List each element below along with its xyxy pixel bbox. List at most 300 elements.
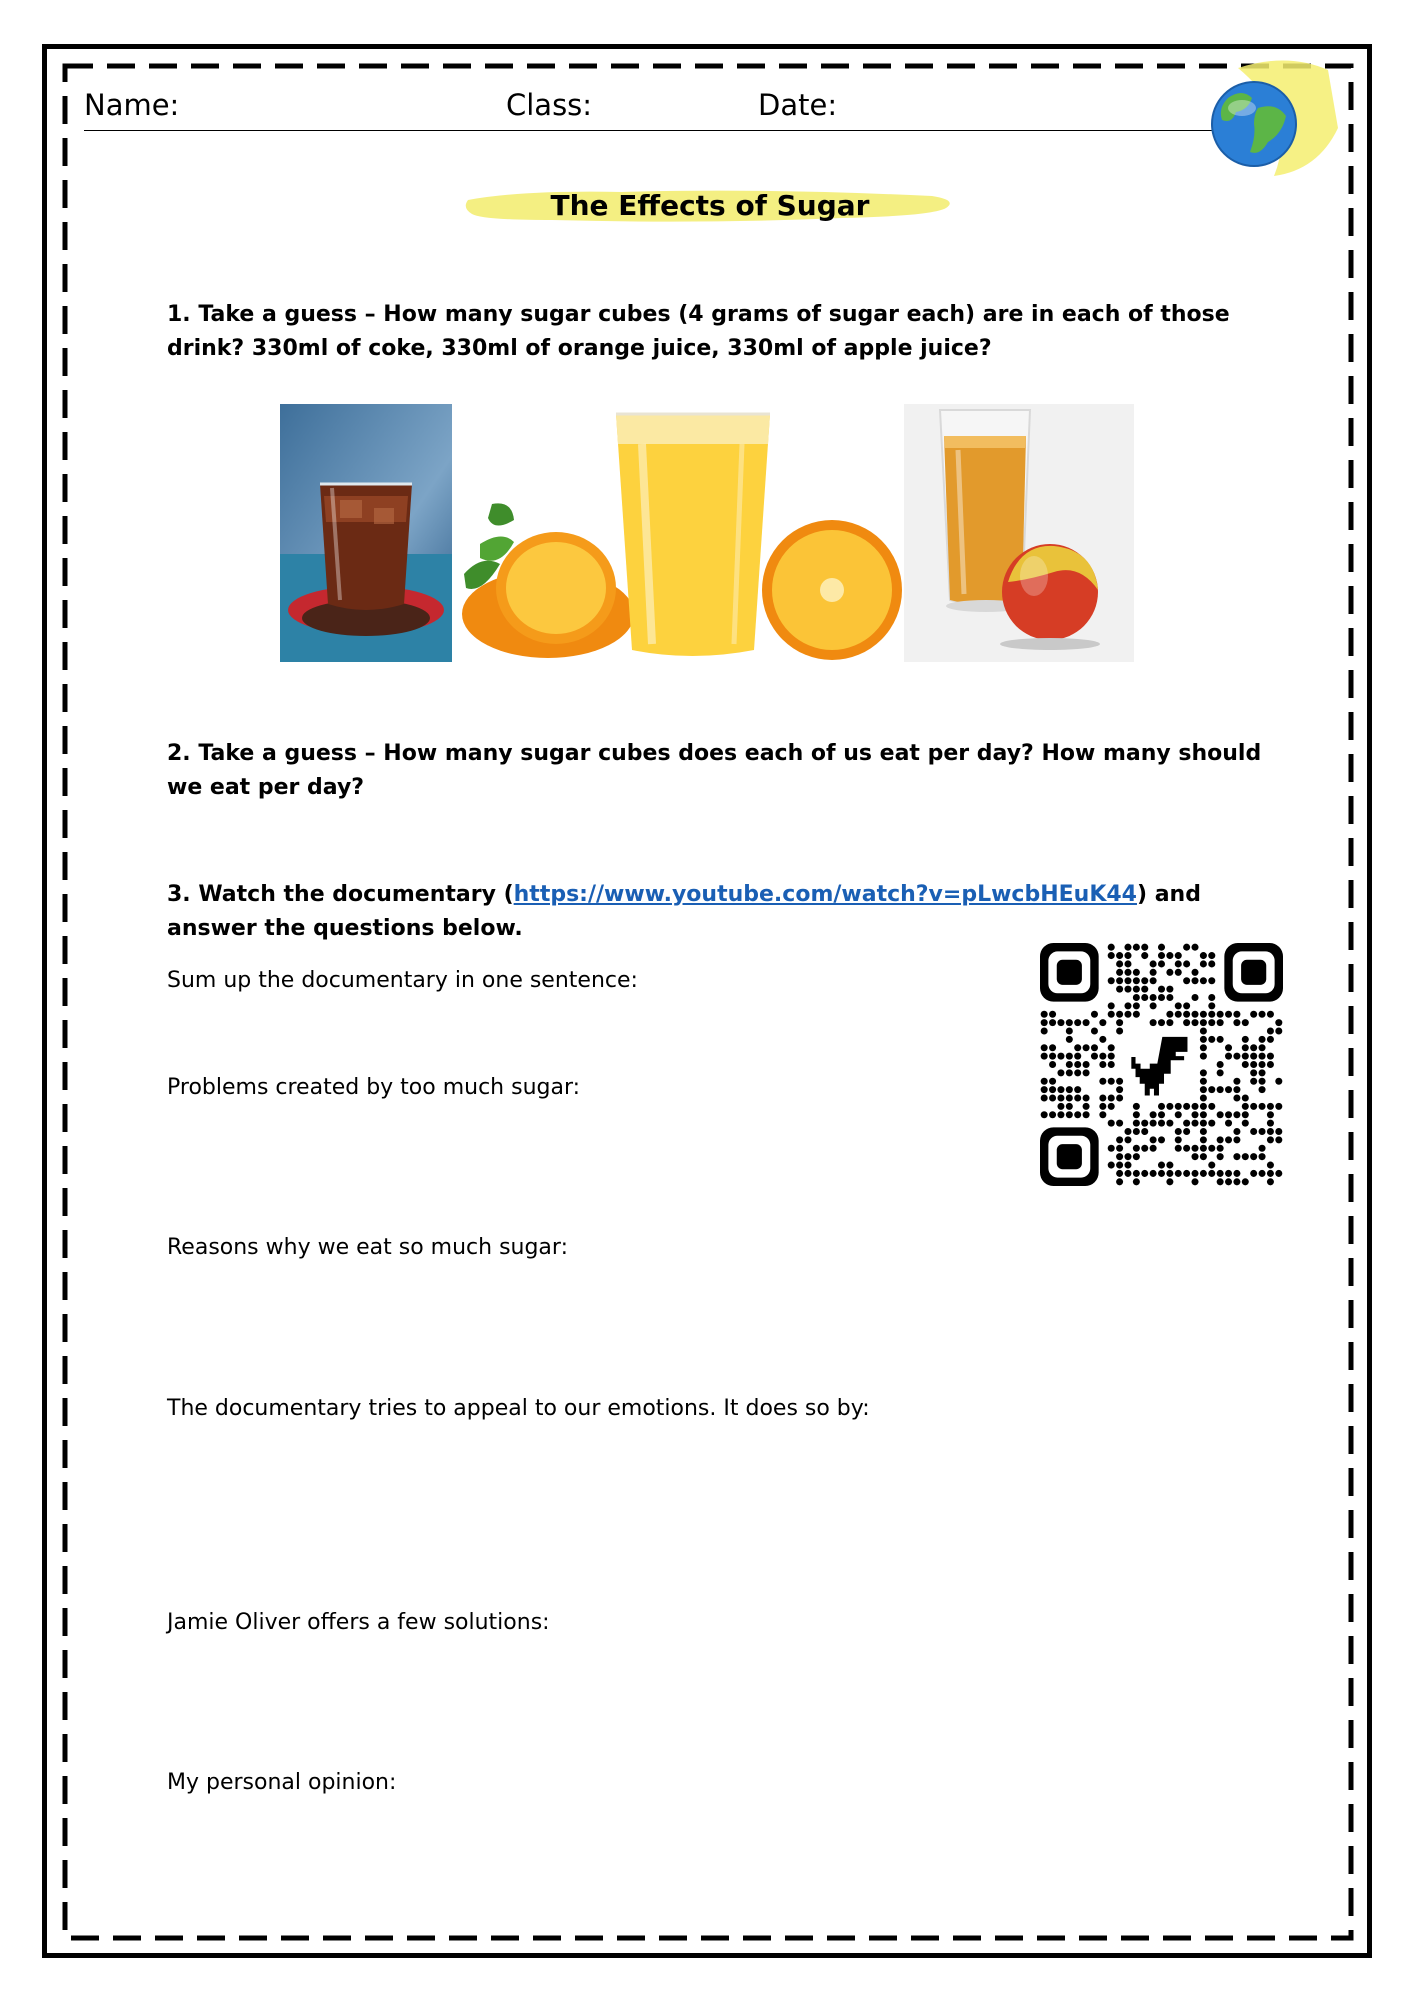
qr-module (1066, 1019, 1073, 1026)
qr-module (1116, 1170, 1123, 1177)
qr-module (1108, 1094, 1115, 1101)
qr-module (1116, 977, 1123, 984)
qr-module (1141, 944, 1148, 951)
qr-module (1175, 1128, 1182, 1135)
qr-module (1066, 1086, 1073, 1093)
qr-module (1191, 1178, 1198, 1185)
question-2: 2. Take a guess – How many sugar cubes does each of us eat per day? How many should we eat per day? (167, 741, 1262, 800)
qr-module (1158, 1120, 1165, 1127)
qr-module (1175, 1103, 1182, 1110)
qr-module (1158, 1136, 1165, 1143)
qr-module (1150, 969, 1157, 976)
qr-module (1267, 1170, 1274, 1177)
qr-module (1250, 1069, 1257, 1076)
qr-module (1083, 1019, 1090, 1026)
qr-module (1124, 952, 1131, 959)
qr-module (1217, 1153, 1224, 1160)
qr-module (1116, 1162, 1123, 1169)
qr-module (1200, 1069, 1207, 1076)
qr-module (1116, 1145, 1123, 1152)
qr-module (1183, 1120, 1190, 1127)
qr-module (1233, 1086, 1240, 1093)
prompt-summary: Sum up the documentary in one sentence: (167, 968, 638, 993)
orange-juice-photo (452, 404, 904, 662)
qr-module (1141, 977, 1148, 984)
qr-module (1057, 1094, 1064, 1101)
qr-module (1150, 1120, 1157, 1127)
qr-module (1267, 1036, 1274, 1043)
qr-module (1217, 1061, 1224, 1068)
qr-module (1267, 1111, 1274, 1118)
qr-module (1233, 1053, 1240, 1060)
qr-module (1191, 1170, 1198, 1177)
qr-finder-bottom-left (1040, 1127, 1099, 1186)
qr-module (1116, 1136, 1123, 1143)
qr-module (1183, 960, 1190, 967)
qr-module (1124, 944, 1131, 951)
qr-module (1225, 1111, 1232, 1118)
qr-module (1225, 1120, 1232, 1127)
qr-module (1116, 952, 1123, 959)
qr-module (1208, 1170, 1215, 1177)
qr-module (1074, 1111, 1081, 1118)
qr-module (1259, 1011, 1266, 1018)
qr-module (1225, 1053, 1232, 1060)
qr-module (1041, 1019, 1048, 1026)
qr-module (1200, 1094, 1207, 1101)
qr-module (1200, 1170, 1207, 1177)
qr-module (1041, 1078, 1048, 1085)
qr-module (1233, 1111, 1240, 1118)
qr-module (1049, 1061, 1056, 1068)
qr-module (1108, 1120, 1115, 1127)
qr-module (1108, 1162, 1115, 1169)
qr-module (1175, 1002, 1182, 1009)
qr-module (1141, 1128, 1148, 1135)
page-title: The Effects of Sugar (550, 189, 870, 222)
qr-code[interactable] (1040, 943, 1283, 1186)
qr-module (1099, 1053, 1106, 1060)
qr-module (1150, 1136, 1157, 1143)
qr-module (1057, 1103, 1064, 1110)
qr-module (1116, 1120, 1123, 1127)
qr-module (1242, 1061, 1249, 1068)
qr-module (1099, 1036, 1106, 1043)
qr-module (1267, 1011, 1274, 1018)
qr-module (1124, 986, 1131, 993)
qr-module (1200, 1136, 1207, 1143)
qr-module (1259, 1044, 1266, 1051)
qr-module (1150, 1019, 1157, 1026)
qr-module (1091, 1044, 1098, 1051)
qr-module (1041, 1111, 1048, 1118)
qr-module (1225, 1136, 1232, 1143)
qr-module (1133, 1120, 1140, 1127)
qr-module (1250, 1128, 1257, 1135)
qr-module (1133, 1153, 1140, 1160)
qr-module (1158, 994, 1165, 1001)
qr-finder-top-left (1040, 943, 1099, 1002)
qr-module (1166, 952, 1173, 959)
qr-module (1183, 1145, 1190, 1152)
qr-module (1191, 1019, 1198, 1026)
documentary-link[interactable]: https://www.youtube.com/watch?v=pLwcbHEuK44 (513, 882, 1137, 907)
qr-module (1083, 1069, 1090, 1076)
qr-module (1267, 1178, 1274, 1185)
qr-module (1116, 969, 1123, 976)
qr-module (1166, 1178, 1173, 1185)
qr-module (1141, 1145, 1148, 1152)
qr-module (1158, 1162, 1165, 1169)
class-label: Class: (506, 88, 593, 122)
qr-module (1250, 1053, 1257, 1060)
qr-module (1225, 1044, 1232, 1051)
qr-module (1057, 1019, 1064, 1026)
qr-module (1175, 1136, 1182, 1143)
qr-module (1259, 1086, 1266, 1093)
qr-module (1175, 1145, 1182, 1152)
qr-module (1275, 1170, 1282, 1177)
qr-module (1208, 1036, 1215, 1043)
qr-module (1166, 1170, 1173, 1177)
prompt-solutions: Jamie Oliver offers a few solutions: (167, 1610, 550, 1635)
qr-module (1208, 1120, 1215, 1127)
qr-module (1074, 1019, 1081, 1026)
qr-module (1191, 1111, 1198, 1118)
qr-module (1116, 1027, 1123, 1034)
qr-module (1057, 1053, 1064, 1060)
prompt-reasons: Reasons why we eat so much sugar: (167, 1235, 568, 1260)
qr-module (1083, 1094, 1090, 1101)
question-1: 1. Take a guess – How many sugar cubes (4 grams of sugar each) are in each of those drink? 330ml of coke, 330ml of orange juice, 330ml of apple juice? (167, 302, 1230, 361)
qr-module (1191, 1145, 1198, 1152)
qr-module (1158, 1111, 1165, 1118)
qr-module (1133, 977, 1140, 984)
qr-module (1141, 1170, 1148, 1177)
qr-module (1066, 1036, 1073, 1043)
qr-module (1183, 944, 1190, 951)
qr-module (1166, 1011, 1173, 1018)
qr-module (1049, 1053, 1056, 1060)
qr-module (1108, 1061, 1115, 1068)
qr-module (1124, 1162, 1131, 1169)
name-label: Name: (84, 88, 180, 122)
qr-module (1250, 1153, 1257, 1160)
qr-module (1259, 1036, 1266, 1043)
qr-module (1083, 1103, 1090, 1110)
date-label: Date: (758, 88, 838, 122)
qr-module (1116, 986, 1123, 993)
qr-module (1133, 1103, 1140, 1110)
qr-module (1166, 1019, 1173, 1026)
qr-module (1133, 1111, 1140, 1118)
qr-module (1267, 1162, 1274, 1169)
qr-module (1275, 1027, 1282, 1034)
qr-module (1108, 944, 1115, 951)
qr-module (1108, 1078, 1115, 1085)
qr-module (1242, 1094, 1249, 1101)
question-3 (167, 878, 1267, 946)
qr-module (1191, 1011, 1198, 1018)
qr-module (1250, 1061, 1257, 1068)
qr-module (1066, 1103, 1073, 1110)
qr-module (1183, 1170, 1190, 1177)
qr-module (1041, 1044, 1048, 1051)
qr-module (1124, 1011, 1131, 1018)
qr-module (1091, 1053, 1098, 1060)
qr-module (1217, 1086, 1224, 1093)
qr-module (1267, 1120, 1274, 1127)
qr-module (1225, 1086, 1232, 1093)
qr-module (1200, 1086, 1207, 1093)
qr-module (1150, 994, 1157, 1001)
qr-module (1275, 1136, 1282, 1143)
qr-module (1242, 1036, 1249, 1043)
qr-module (1158, 1103, 1165, 1110)
qr-module (1133, 1178, 1140, 1185)
qr-module (1250, 1011, 1257, 1018)
apple-juice-photo (904, 404, 1134, 662)
qr-module (1217, 1069, 1224, 1076)
qr-module (1208, 977, 1215, 984)
qr-module (1259, 1128, 1266, 1135)
qr-module (1108, 977, 1115, 984)
qr-module (1116, 1086, 1123, 1093)
qr-module (1191, 1103, 1198, 1110)
qr-module (1217, 1136, 1224, 1143)
qr-module (1183, 1011, 1190, 1018)
qr-module (1200, 1103, 1207, 1110)
qr-module (1200, 1128, 1207, 1135)
qr-module (1049, 1011, 1056, 1018)
qr-module (1242, 1019, 1249, 1026)
qr-module (1166, 969, 1173, 976)
qr-module (1217, 1170, 1224, 1177)
qr-module (1242, 1053, 1249, 1060)
qr-module (1158, 1019, 1165, 1026)
qr-module (1108, 1011, 1115, 1018)
qr-module (1150, 1111, 1157, 1118)
qr-module (1225, 1011, 1232, 1018)
qr-module (1150, 977, 1157, 984)
qr-module (1041, 1053, 1048, 1060)
qr-module (1116, 1178, 1123, 1185)
qr-module (1133, 969, 1140, 976)
qr-module (1116, 1078, 1123, 1085)
qr-module (1116, 1019, 1123, 1026)
qr-module (1259, 1078, 1266, 1085)
qr-module (1074, 1061, 1081, 1068)
qr-module (1099, 1111, 1106, 1118)
qr-module (1083, 1044, 1090, 1051)
qr-module (1200, 1111, 1207, 1118)
qr-module (1259, 1145, 1266, 1152)
qr-module (1066, 1111, 1073, 1118)
qr-module (1091, 1027, 1098, 1034)
qr-module (1091, 1011, 1098, 1018)
qr-module (1191, 977, 1198, 984)
qr-module (1267, 1053, 1274, 1060)
qr-module (1183, 977, 1190, 984)
qr-module (1208, 1086, 1215, 1093)
qr-module (1133, 1145, 1140, 1152)
qr-module (1158, 952, 1165, 959)
qr-module (1275, 1019, 1282, 1026)
qr-module (1116, 960, 1123, 967)
prompt-opinion: My personal opinion: (167, 1770, 397, 1795)
qr-module (1133, 1002, 1140, 1009)
qr-module (1208, 1162, 1215, 1169)
qr-module (1066, 1094, 1073, 1101)
dinosaur-icon (1128, 1031, 1195, 1098)
qr-module (1108, 952, 1115, 959)
qr-module (1074, 1094, 1081, 1101)
qr-module (1208, 952, 1215, 959)
qr-module (1124, 1153, 1131, 1160)
qr-module (1200, 1027, 1207, 1034)
qr-module (1099, 1094, 1106, 1101)
qr-module (1183, 1002, 1190, 1009)
qr-module (1133, 1170, 1140, 1177)
qr-finder-top-right (1224, 943, 1283, 1002)
qr-module (1150, 1145, 1157, 1152)
qr-module (1083, 1111, 1090, 1118)
qr-module (1275, 1128, 1282, 1135)
qr-module (1275, 1103, 1282, 1110)
qr-module (1099, 1061, 1106, 1068)
qr-module (1275, 1078, 1282, 1085)
qr-module (1242, 1153, 1249, 1160)
qr-module (1233, 1170, 1240, 1177)
qr-module (1057, 1069, 1064, 1076)
qr-module (1200, 1120, 1207, 1127)
qr-module (1066, 1061, 1073, 1068)
qr-module (1066, 1053, 1073, 1060)
prompt-emotions: The documentary tries to appeal to our emotions. It does so by: (167, 1396, 870, 1421)
qr-module (1200, 1053, 1207, 1060)
qr-module (1166, 1162, 1173, 1169)
qr-module (1175, 952, 1182, 959)
qr-module (1208, 1019, 1215, 1026)
qr-module (1141, 1120, 1148, 1127)
qr-module (1057, 1111, 1064, 1118)
qr-module (1208, 1002, 1215, 1009)
qr-module (1074, 1053, 1081, 1060)
qr-module (1208, 994, 1215, 1001)
qr-module (1124, 969, 1131, 976)
qr-module (1124, 960, 1131, 967)
qr-module (1124, 1128, 1131, 1135)
qr-module (1099, 1019, 1106, 1026)
globe-icon (1198, 58, 1338, 178)
qr-module (1166, 994, 1173, 1001)
qr-module (1166, 1103, 1173, 1110)
qr-module (1208, 960, 1215, 967)
qr-module (1233, 1136, 1240, 1143)
qr-module (1116, 1011, 1123, 1018)
question-3-text-end: ) and answer the questions below. (167, 882, 1201, 941)
qr-module (1124, 1136, 1131, 1143)
qr-module (1267, 1027, 1274, 1034)
qr-module (1150, 1170, 1157, 1177)
qr-module (1233, 1094, 1240, 1101)
qr-module (1175, 1011, 1182, 1018)
qr-module (1099, 1078, 1106, 1085)
qr-module (1250, 1103, 1257, 1110)
qr-module (1175, 960, 1182, 967)
qr-module (1200, 1011, 1207, 1018)
qr-module (1074, 1069, 1081, 1076)
qr-module (1200, 960, 1207, 967)
qr-module (1191, 994, 1198, 1001)
qr-module (1124, 1002, 1131, 1009)
qr-module (1049, 1094, 1056, 1101)
qr-module (1133, 986, 1140, 993)
qr-module (1108, 1002, 1115, 1009)
qr-module (1200, 1036, 1207, 1043)
qr-module (1083, 1061, 1090, 1068)
qr-module (1200, 1078, 1207, 1085)
qr-module (1225, 1170, 1232, 1177)
qr-module (1242, 1120, 1249, 1127)
qr-module (1233, 1128, 1240, 1135)
qr-module (1250, 1170, 1257, 1177)
qr-module (1158, 1170, 1165, 1177)
qr-module (1141, 986, 1148, 993)
qr-module (1200, 977, 1207, 984)
qr-module (1049, 1019, 1056, 1026)
qr-module (1200, 1145, 1207, 1152)
qr-module (1066, 1027, 1073, 1034)
qr-module (1259, 1103, 1266, 1110)
qr-module (1141, 952, 1148, 959)
qr-module (1108, 1103, 1115, 1110)
qr-module (1259, 1053, 1266, 1060)
qr-module (1233, 1019, 1240, 1026)
qr-module (1259, 1170, 1266, 1177)
qr-module (1191, 1120, 1198, 1127)
qr-module (1158, 944, 1165, 951)
qr-module (1233, 1011, 1240, 1018)
qr-module (1191, 969, 1198, 976)
qr-module (1217, 1178, 1224, 1185)
qr-module (1133, 1128, 1140, 1135)
qr-module (1166, 986, 1173, 993)
qr-module (1200, 1044, 1207, 1051)
qr-module (1250, 1044, 1257, 1051)
qr-module (1133, 1011, 1140, 1018)
qr-module (1267, 1061, 1274, 1068)
qr-module (1074, 1086, 1081, 1093)
title-banner (462, 178, 958, 234)
qr-module (1049, 1044, 1056, 1051)
qr-module (1217, 1011, 1224, 1018)
qr-module (1041, 1086, 1048, 1093)
qr-module (1267, 1103, 1274, 1110)
qr-module (1108, 1145, 1115, 1152)
qr-module (1175, 969, 1182, 976)
qr-module (1242, 1178, 1249, 1185)
qr-module (1074, 1044, 1081, 1051)
qr-module (1116, 1153, 1123, 1160)
qr-module (1124, 1170, 1131, 1177)
qr-module (1233, 1178, 1240, 1185)
qr-module (1217, 1145, 1224, 1152)
qr-module (1166, 1120, 1173, 1127)
qr-module (1208, 1011, 1215, 1018)
qr-module (1225, 1178, 1232, 1185)
qr-module (1108, 1053, 1115, 1060)
